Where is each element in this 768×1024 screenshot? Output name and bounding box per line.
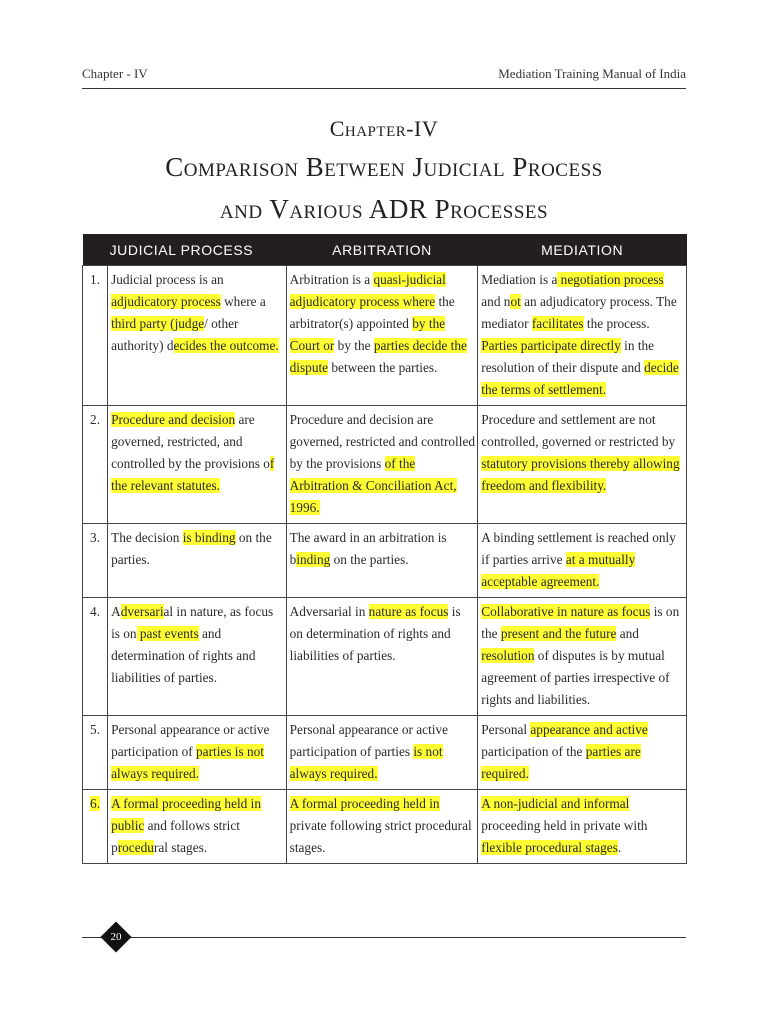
- row-number-text: 5.: [90, 722, 101, 737]
- header-arbitration: ARBITRATION: [286, 234, 478, 266]
- text-segment: Procedure and settlement are not controlled, governed or restricted by: [481, 412, 676, 449]
- highlighted-text: statutory provisions thereby allowing freedom and flexibility.: [481, 456, 680, 493]
- text-segment: proceeding held in private with: [481, 818, 648, 833]
- highlighted-text: A non-judicial and informal: [481, 796, 630, 811]
- highlighted-text: of the Arbitration & Conciliation Act, 1996.: [289, 456, 457, 515]
- text-segment: Arbitration is a: [289, 272, 374, 287]
- table-row: [83, 524, 687, 598]
- text-segment: The decision: [111, 530, 183, 545]
- arbitration-cell: [286, 266, 478, 406]
- judicial-cell: [108, 598, 287, 716]
- footer-rule: [82, 937, 686, 938]
- text-segment: and determination of rights and liabilities of parties.: [111, 626, 256, 685]
- highlighted-text: negotiation process: [557, 272, 664, 287]
- highlighted-text: nature as focus: [368, 604, 449, 619]
- mediation-cell: [478, 524, 687, 598]
- table-row: [83, 266, 687, 406]
- header-chapter: Chapter - IV: [82, 66, 148, 81]
- text-segment: on the parties.: [111, 530, 272, 567]
- row-number-text: 1.: [90, 272, 101, 287]
- chapter-label: Chapter-IV: [329, 116, 439, 141]
- text-segment: by the: [334, 338, 374, 353]
- text-segment: Procedure and decision are governed, restricted and controlled by the provisions: [289, 412, 476, 471]
- highlighted-text: Parties participate directly: [481, 338, 621, 353]
- page-title-line-1: Comparison Between Judicial Process: [165, 152, 603, 182]
- judicial-cell: [108, 524, 287, 598]
- arbitration-cell: [286, 790, 478, 864]
- highlighted-text: f the relevant statutes.: [111, 456, 275, 493]
- row-number-text: 3.: [90, 530, 101, 545]
- judicial-cell: [108, 266, 287, 406]
- row-number: [83, 406, 108, 524]
- row-number: [83, 598, 108, 716]
- mediation-cell: [478, 598, 687, 716]
- table-row: [83, 790, 687, 864]
- highlighted-text: Collaborative in nature as focus: [481, 604, 651, 619]
- page-title-line-2: and Various ADR Processes: [219, 194, 549, 224]
- highlighted-text: rocedu: [117, 840, 154, 855]
- table-row: [83, 716, 687, 790]
- text-segment: The award in an arbitration is b: [289, 530, 447, 567]
- row-number-text: 4.: [90, 604, 101, 619]
- mediation-cell: [478, 266, 687, 406]
- comparison-table: [82, 234, 687, 864]
- text-segment: is on the: [481, 604, 680, 641]
- highlighted-text: is binding: [182, 530, 236, 545]
- text-segment: Judicial process is an: [111, 272, 224, 287]
- judicial-cell: [108, 790, 287, 864]
- row-number: [83, 716, 108, 790]
- highlighted-text: flexible procedural stages: [481, 840, 618, 855]
- arbitration-cell: [286, 716, 478, 790]
- text-segment: private following strict procedural stages.: [289, 818, 472, 855]
- highlighted-text: parties is not always required.: [111, 744, 264, 781]
- header-book-title: Mediation Training Manual of India: [498, 66, 686, 81]
- header-rule: [82, 88, 686, 89]
- text-segment: participation of the: [481, 744, 586, 759]
- highlighted-text: dversari: [120, 604, 164, 619]
- highlighted-text: Procedure and decision: [111, 412, 236, 427]
- row-number: [83, 266, 108, 406]
- highlighted-text: inding: [296, 552, 331, 567]
- mediation-cell: [478, 716, 687, 790]
- text-segment: are governed, restricted, and controlled by the provisions o: [111, 412, 270, 471]
- row-number: [83, 524, 108, 598]
- text-segment: Personal appearance or active participation of parties: [289, 722, 449, 759]
- judicial-cell: [108, 406, 287, 524]
- header-num: [83, 234, 108, 266]
- text-segment: .: [617, 840, 622, 855]
- text-segment: al in nature, as focus is on: [111, 604, 274, 641]
- table-header-row: [83, 234, 687, 266]
- arbitration-cell: [286, 406, 478, 524]
- text-segment: Adversarial in: [289, 604, 369, 619]
- header-mediation: MEDIATION: [478, 234, 687, 266]
- text-segment: an adjudicatory process. The mediator: [481, 294, 677, 331]
- highlighted-text: by the Court or: [289, 316, 446, 353]
- text-segment: ral stages.: [153, 840, 208, 855]
- text-segment: between the parties.: [328, 360, 438, 375]
- highlighted-text: appearance and active: [530, 722, 648, 737]
- row-number-text: 2.: [90, 412, 101, 427]
- page-number: 20: [110, 931, 122, 943]
- text-segment: Mediation is a: [481, 272, 558, 287]
- highlighted-text: decide the terms of settlement.: [481, 360, 679, 397]
- arbitration-cell: [286, 598, 478, 716]
- text-segment: where a: [220, 294, 266, 309]
- highlighted-text: A formal proceeding held in public: [111, 796, 261, 833]
- text-segment: Personal: [481, 722, 531, 737]
- mediation-cell: [478, 790, 687, 864]
- highlighted-text: at a mutually acceptable agreement.: [481, 552, 636, 589]
- highlighted-text: quasi-judicial adjudicatory process where: [289, 272, 446, 309]
- text-segment: Personal appearance or active participation of: [111, 722, 270, 759]
- highlighted-text: ot: [510, 294, 521, 309]
- table-row: [83, 598, 687, 716]
- highlighted-text: parties are required.: [481, 744, 641, 781]
- judicial-cell: [108, 716, 287, 790]
- text-segment: the process.: [583, 316, 650, 331]
- running-header: [82, 66, 686, 86]
- row-number-text: 6.: [90, 796, 101, 811]
- text-segment: on the parties.: [330, 552, 409, 567]
- text-segment: / other authority) d: [111, 316, 239, 353]
- text-segment: of disputes is by mutual agreement of parties irrespective of rights and liabilities.: [481, 648, 670, 707]
- highlighted-text: resolution: [481, 648, 535, 663]
- table-body: [83, 266, 687, 864]
- highlighted-text: third party (judge: [111, 316, 205, 331]
- text-segment: is on determination of rights and liabilities of parties.: [289, 604, 461, 663]
- highlighted-text: ecides the outcome.: [173, 338, 279, 353]
- text-segment: the arbitrator(s) appointed: [289, 294, 455, 331]
- table-row: [83, 406, 687, 524]
- highlighted-text: A formal proceeding held in: [289, 796, 440, 811]
- text-segment: and follows strict p: [111, 818, 240, 855]
- highlighted-text: present and the future: [500, 626, 617, 641]
- text-segment: and n: [481, 294, 511, 309]
- text-segment: A: [111, 604, 121, 619]
- text-segment: in the resolution of their dispute and: [481, 338, 655, 375]
- highlighted-text: facilitates: [531, 316, 584, 331]
- highlighted-text: is not always required.: [289, 744, 443, 781]
- text-segment: and: [616, 626, 639, 641]
- highlighted-text: past events: [136, 626, 199, 641]
- header-judicial-process: JUDICIAL PROCESS: [108, 234, 287, 266]
- mediation-cell: [478, 406, 687, 524]
- text-segment: A binding settlement is reached only if parties arrive: [481, 530, 676, 567]
- row-number: [83, 790, 108, 864]
- arbitration-cell: [286, 524, 478, 598]
- highlighted-text: adjudicatory process: [111, 294, 221, 309]
- highlighted-text: parties decide the dispute: [289, 338, 467, 375]
